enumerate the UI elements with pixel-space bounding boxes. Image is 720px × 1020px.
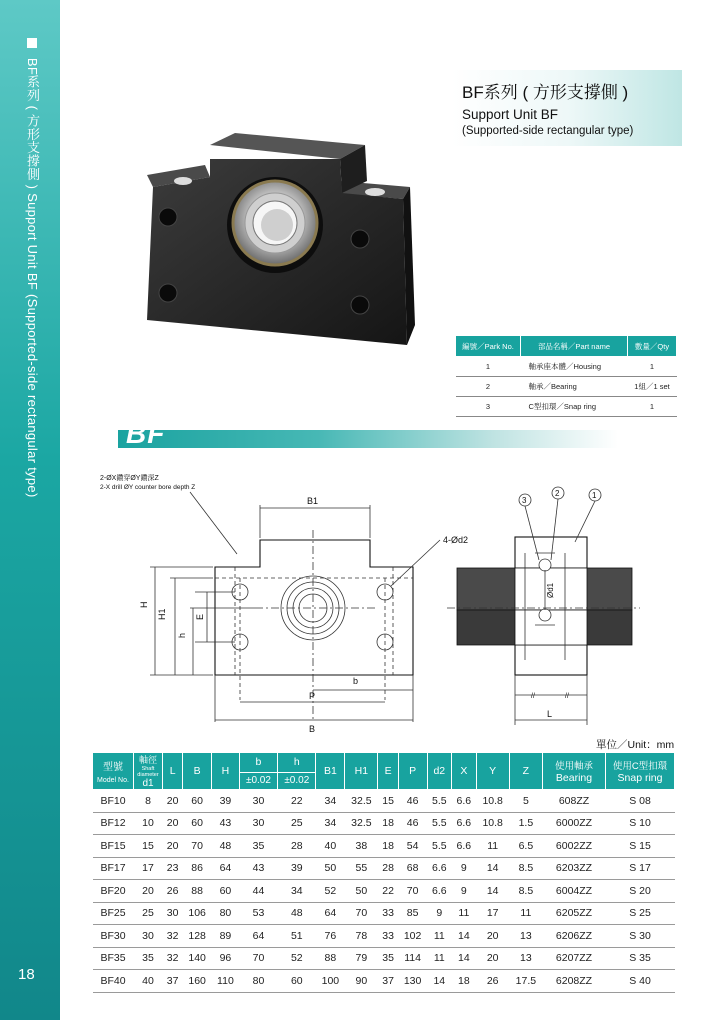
section-bar — [118, 430, 618, 448]
table-cell: 6207ZZ — [543, 947, 606, 970]
header-x: X — [452, 753, 477, 790]
table-cell: 32.5 — [345, 812, 378, 835]
part-no: 2 — [456, 377, 521, 397]
table-cell: 70 — [345, 902, 378, 925]
part-name: 軸承／Bearing — [521, 377, 628, 397]
sidebar-title — [22, 38, 42, 498]
hole-label: 4-Ød2 — [443, 535, 469, 545]
table-cell: 40 — [316, 835, 345, 858]
table-cell: 17.5 — [509, 970, 542, 993]
table-row — [93, 902, 675, 925]
table-cell: 76 — [316, 925, 345, 948]
header-p: P — [398, 753, 427, 790]
table-cell: BF12 — [93, 812, 134, 835]
table-cell: 13 — [509, 947, 542, 970]
table-cell: 34 — [316, 812, 345, 835]
table-cell: 51 — [278, 925, 316, 948]
header-h: H — [212, 753, 240, 790]
table-cell: S 20 — [606, 880, 675, 903]
table-cell: 50 — [316, 857, 345, 880]
product-image — [135, 115, 425, 345]
table-cell: 22 — [278, 790, 316, 813]
spec-table — [92, 752, 675, 993]
table-cell: 30 — [239, 790, 277, 813]
table-cell: 15 — [378, 790, 398, 813]
table-cell: 39 — [278, 857, 316, 880]
table-cell: 6.6 — [452, 812, 477, 835]
svg-text://: // — [565, 693, 569, 700]
header-e: E — [378, 753, 398, 790]
table-cell: 54 — [398, 835, 427, 858]
table-row — [93, 947, 675, 970]
table-cell: 15 — [134, 835, 163, 858]
product-subtitle: (Supported-side rectangular type) — [462, 125, 634, 137]
table-row — [93, 857, 675, 880]
table-cell: 1.5 — [509, 812, 542, 835]
table-cell: 5.5 — [427, 835, 452, 858]
unit-label: 單位／Unit：mm — [596, 739, 675, 751]
table-cell: 8.5 — [509, 880, 542, 903]
header-b1: B1 — [316, 753, 345, 790]
part-no: 3 — [456, 397, 521, 417]
table-cell: S 40 — [606, 970, 675, 993]
parts-table — [455, 335, 677, 417]
table-cell: 20 — [134, 880, 163, 903]
dim-e: E — [195, 613, 205, 620]
table-row — [93, 835, 675, 858]
table-cell: 64 — [212, 857, 240, 880]
dim-h-total: H — [139, 601, 149, 608]
table-cell: 9 — [452, 880, 477, 903]
table-cell: 22 — [378, 880, 398, 903]
table-cell: 40 — [134, 970, 163, 993]
table-row — [93, 790, 675, 813]
dim-l: L — [547, 709, 553, 719]
table-cell: 30 — [163, 902, 183, 925]
table-cell: 64 — [239, 925, 277, 948]
table-row — [93, 970, 675, 993]
table-cell: S 17 — [606, 857, 675, 880]
table-cell: 6.6 — [427, 857, 452, 880]
table-cell: BF40 — [93, 970, 134, 993]
table-cell: 102 — [398, 925, 427, 948]
table-cell: BF30 — [93, 925, 134, 948]
drill-note-en: 2-X drill ØY counter bore depth Z — [100, 484, 196, 491]
table-cell: 30 — [134, 925, 163, 948]
table-cell: 6000ZZ — [543, 812, 606, 835]
table-cell: 32.5 — [345, 790, 378, 813]
header-d2: d2 — [427, 753, 452, 790]
table-cell: 6206ZZ — [543, 925, 606, 948]
table-cell: 35 — [239, 835, 277, 858]
table-cell: 70 — [398, 880, 427, 903]
table-cell: 38 — [345, 835, 378, 858]
table-cell: 48 — [278, 902, 316, 925]
header-bearing: 使用軸承 Bearing — [543, 753, 606, 790]
table-cell: 68 — [398, 857, 427, 880]
table-cell: S 15 — [606, 835, 675, 858]
table-cell: 5 — [509, 790, 542, 813]
table-cell: 23 — [163, 857, 183, 880]
series-title: BF系列 ( 方形支撐側 ) — [462, 83, 629, 102]
table-cell: 90 — [345, 970, 378, 993]
table-cell: 26 — [163, 880, 183, 903]
table-cell: 6203ZZ — [543, 857, 606, 880]
table-cell: 6.6 — [452, 790, 477, 813]
table-cell: 43 — [239, 857, 277, 880]
dim-h1: H1 — [157, 608, 167, 620]
header-h1: H1 — [345, 753, 378, 790]
table-cell: BF17 — [93, 857, 134, 880]
table-cell: 5.5 — [427, 790, 452, 813]
table-cell: 130 — [398, 970, 427, 993]
table-cell: S 08 — [606, 790, 675, 813]
table-cell: 11 — [427, 947, 452, 970]
table-cell: 20 — [163, 835, 183, 858]
parts-header-no: 編號／Park No. — [456, 336, 521, 357]
header-b: B — [183, 753, 212, 790]
dim-b1: B1 — [307, 496, 319, 506]
table-cell: 18 — [378, 835, 398, 858]
table-cell: 6.5 — [509, 835, 542, 858]
table-cell: 88 — [183, 880, 212, 903]
table-cell: BF15 — [93, 835, 134, 858]
table-cell: 6.6 — [452, 835, 477, 858]
dim-h-small: h — [177, 632, 187, 638]
table-cell: 80 — [212, 902, 240, 925]
parts-header-qty: 數量／Qty — [628, 336, 677, 357]
table-cell: 20 — [476, 925, 509, 948]
table-cell: 50 — [345, 880, 378, 903]
table-cell: 43 — [212, 812, 240, 835]
table-cell: 20 — [163, 812, 183, 835]
table-row — [456, 357, 677, 377]
sidebar-title-text: BF系列 ( 方形支撐側 ) Support Unit BF (Supported-side rectangular type) — [25, 57, 40, 498]
square-bullet-icon — [27, 38, 37, 48]
table-cell: 6004ZZ — [543, 880, 606, 903]
table-cell: 5.5 — [427, 812, 452, 835]
table-cell: 60 — [183, 812, 212, 835]
table-cell: 100 — [316, 970, 345, 993]
table-cell: 11 — [476, 835, 509, 858]
product-name: Support Unit BF — [462, 107, 559, 122]
table-cell: BF20 — [93, 880, 134, 903]
table-row — [93, 925, 675, 948]
table-cell: 88 — [316, 947, 345, 970]
table-row — [93, 880, 675, 903]
table-cell: 160 — [183, 970, 212, 993]
table-cell: 32 — [163, 947, 183, 970]
table-cell: 86 — [183, 857, 212, 880]
table-cell: BF35 — [93, 947, 134, 970]
table-cell: 8 — [134, 790, 163, 813]
table-cell: 13 — [509, 925, 542, 948]
table-cell: S 25 — [606, 902, 675, 925]
table-cell: BF25 — [93, 902, 134, 925]
table-cell: 106 — [183, 902, 212, 925]
table-cell: BF10 — [93, 790, 134, 813]
callout-3: 3 — [522, 496, 527, 505]
table-cell: 10 — [134, 812, 163, 835]
table-cell: 8.5 — [509, 857, 542, 880]
table-cell: 18 — [378, 812, 398, 835]
table-cell: 14 — [452, 925, 477, 948]
table-cell: S 30 — [606, 925, 675, 948]
table-cell: 26 — [476, 970, 509, 993]
table-row — [93, 812, 675, 835]
table-cell: 34 — [316, 790, 345, 813]
table-cell: 32 — [163, 925, 183, 948]
table-cell: 608ZZ — [543, 790, 606, 813]
table-cell: 9 — [427, 902, 452, 925]
table-cell: 17 — [476, 902, 509, 925]
table-cell: 60 — [278, 970, 316, 993]
dim-b-small: b — [353, 676, 359, 686]
table-cell: 6.6 — [427, 880, 452, 903]
table-cell: 64 — [316, 902, 345, 925]
table-cell: 35 — [378, 947, 398, 970]
table-cell: 60 — [183, 790, 212, 813]
table-cell: S 10 — [606, 812, 675, 835]
header-l: L — [163, 753, 183, 790]
sidebar — [0, 0, 60, 1020]
table-cell: 35 — [134, 947, 163, 970]
parts-header-name: 部品名稱／Part name — [521, 336, 628, 357]
dim-b: B — [309, 724, 316, 734]
table-cell: 78 — [345, 925, 378, 948]
header-tol-b: ±0.02 — [239, 772, 277, 789]
table-cell: 44 — [239, 880, 277, 903]
table-cell: 33 — [378, 902, 398, 925]
table-cell: 17 — [134, 857, 163, 880]
table-cell: 34 — [278, 880, 316, 903]
table-cell: 6002ZZ — [543, 835, 606, 858]
table-cell: 11 — [427, 925, 452, 948]
table-cell: 20 — [163, 790, 183, 813]
part-qty: 1 — [628, 357, 677, 377]
table-cell: 11 — [452, 902, 477, 925]
header-shaft: 軸徑 Shaft diameter d1 — [134, 753, 163, 790]
table-row — [456, 377, 677, 397]
table-cell: 89 — [212, 925, 240, 948]
table-cell: 28 — [378, 857, 398, 880]
drill-note-cn: 2-ØX鑽穿ØY鑽深Z — [100, 475, 159, 482]
table-cell: 14 — [452, 947, 477, 970]
table-cell: 6208ZZ — [543, 970, 606, 993]
header-z: Z — [509, 753, 542, 790]
table-cell: 46 — [398, 790, 427, 813]
header-tol-h: ±0.02 — [278, 772, 316, 789]
dim-d1: Ød1 — [546, 582, 555, 598]
page-number: 18 — [18, 966, 35, 983]
table-cell: 79 — [345, 947, 378, 970]
table-cell: 60 — [212, 880, 240, 903]
table-cell: 30 — [239, 812, 277, 835]
part-qty: 1 — [628, 397, 677, 417]
table-cell: 46 — [398, 812, 427, 835]
callout-1: 1 — [592, 491, 597, 500]
part-name: 軸承座本體／Housing — [521, 357, 628, 377]
table-cell: 37 — [378, 970, 398, 993]
table-cell: 70 — [183, 835, 212, 858]
part-name: C型扣環／Snap ring — [521, 397, 628, 417]
table-cell: S 35 — [606, 947, 675, 970]
technical-drawing — [95, 470, 655, 735]
table-cell: 39 — [212, 790, 240, 813]
header-b-small: b — [239, 753, 277, 773]
table-cell: 37 — [163, 970, 183, 993]
header-snap-ring: 使用C型扣環 Snap ring — [606, 753, 675, 790]
table-cell: 52 — [316, 880, 345, 903]
table-cell: 140 — [183, 947, 212, 970]
table-cell: 10.8 — [476, 790, 509, 813]
header-h-small: h — [278, 753, 316, 773]
table-cell: 52 — [278, 947, 316, 970]
table-cell: 114 — [398, 947, 427, 970]
table-cell: 20 — [476, 947, 509, 970]
table-cell: 25 — [278, 812, 316, 835]
table-cell: 33 — [378, 925, 398, 948]
title-box — [452, 70, 682, 146]
table-cell: 128 — [183, 925, 212, 948]
table-cell: 9 — [452, 857, 477, 880]
table-cell: 53 — [239, 902, 277, 925]
table-cell: 55 — [345, 857, 378, 880]
table-cell: 70 — [239, 947, 277, 970]
table-cell: 14 — [476, 857, 509, 880]
table-cell: 25 — [134, 902, 163, 925]
table-cell: 6205ZZ — [543, 902, 606, 925]
dim-p: P — [309, 691, 316, 701]
part-qty: 1組／1 set — [628, 377, 677, 397]
table-cell: 11 — [509, 902, 542, 925]
header-model: 型號 Model No. — [93, 753, 134, 790]
table-cell: 80 — [239, 970, 277, 993]
table-cell: 110 — [212, 970, 240, 993]
section-label: BF — [126, 418, 166, 449]
table-cell: 18 — [452, 970, 477, 993]
table-cell: 96 — [212, 947, 240, 970]
header-y: Y — [476, 753, 509, 790]
part-no: 1 — [456, 357, 521, 377]
callout-2: 2 — [555, 489, 560, 498]
table-cell: 28 — [278, 835, 316, 858]
table-cell: 10.8 — [476, 812, 509, 835]
table-row — [456, 397, 677, 417]
table-cell: 85 — [398, 902, 427, 925]
svg-text://: // — [531, 693, 535, 700]
table-cell: 14 — [476, 880, 509, 903]
table-cell: 14 — [427, 970, 452, 993]
table-cell: 48 — [212, 835, 240, 858]
